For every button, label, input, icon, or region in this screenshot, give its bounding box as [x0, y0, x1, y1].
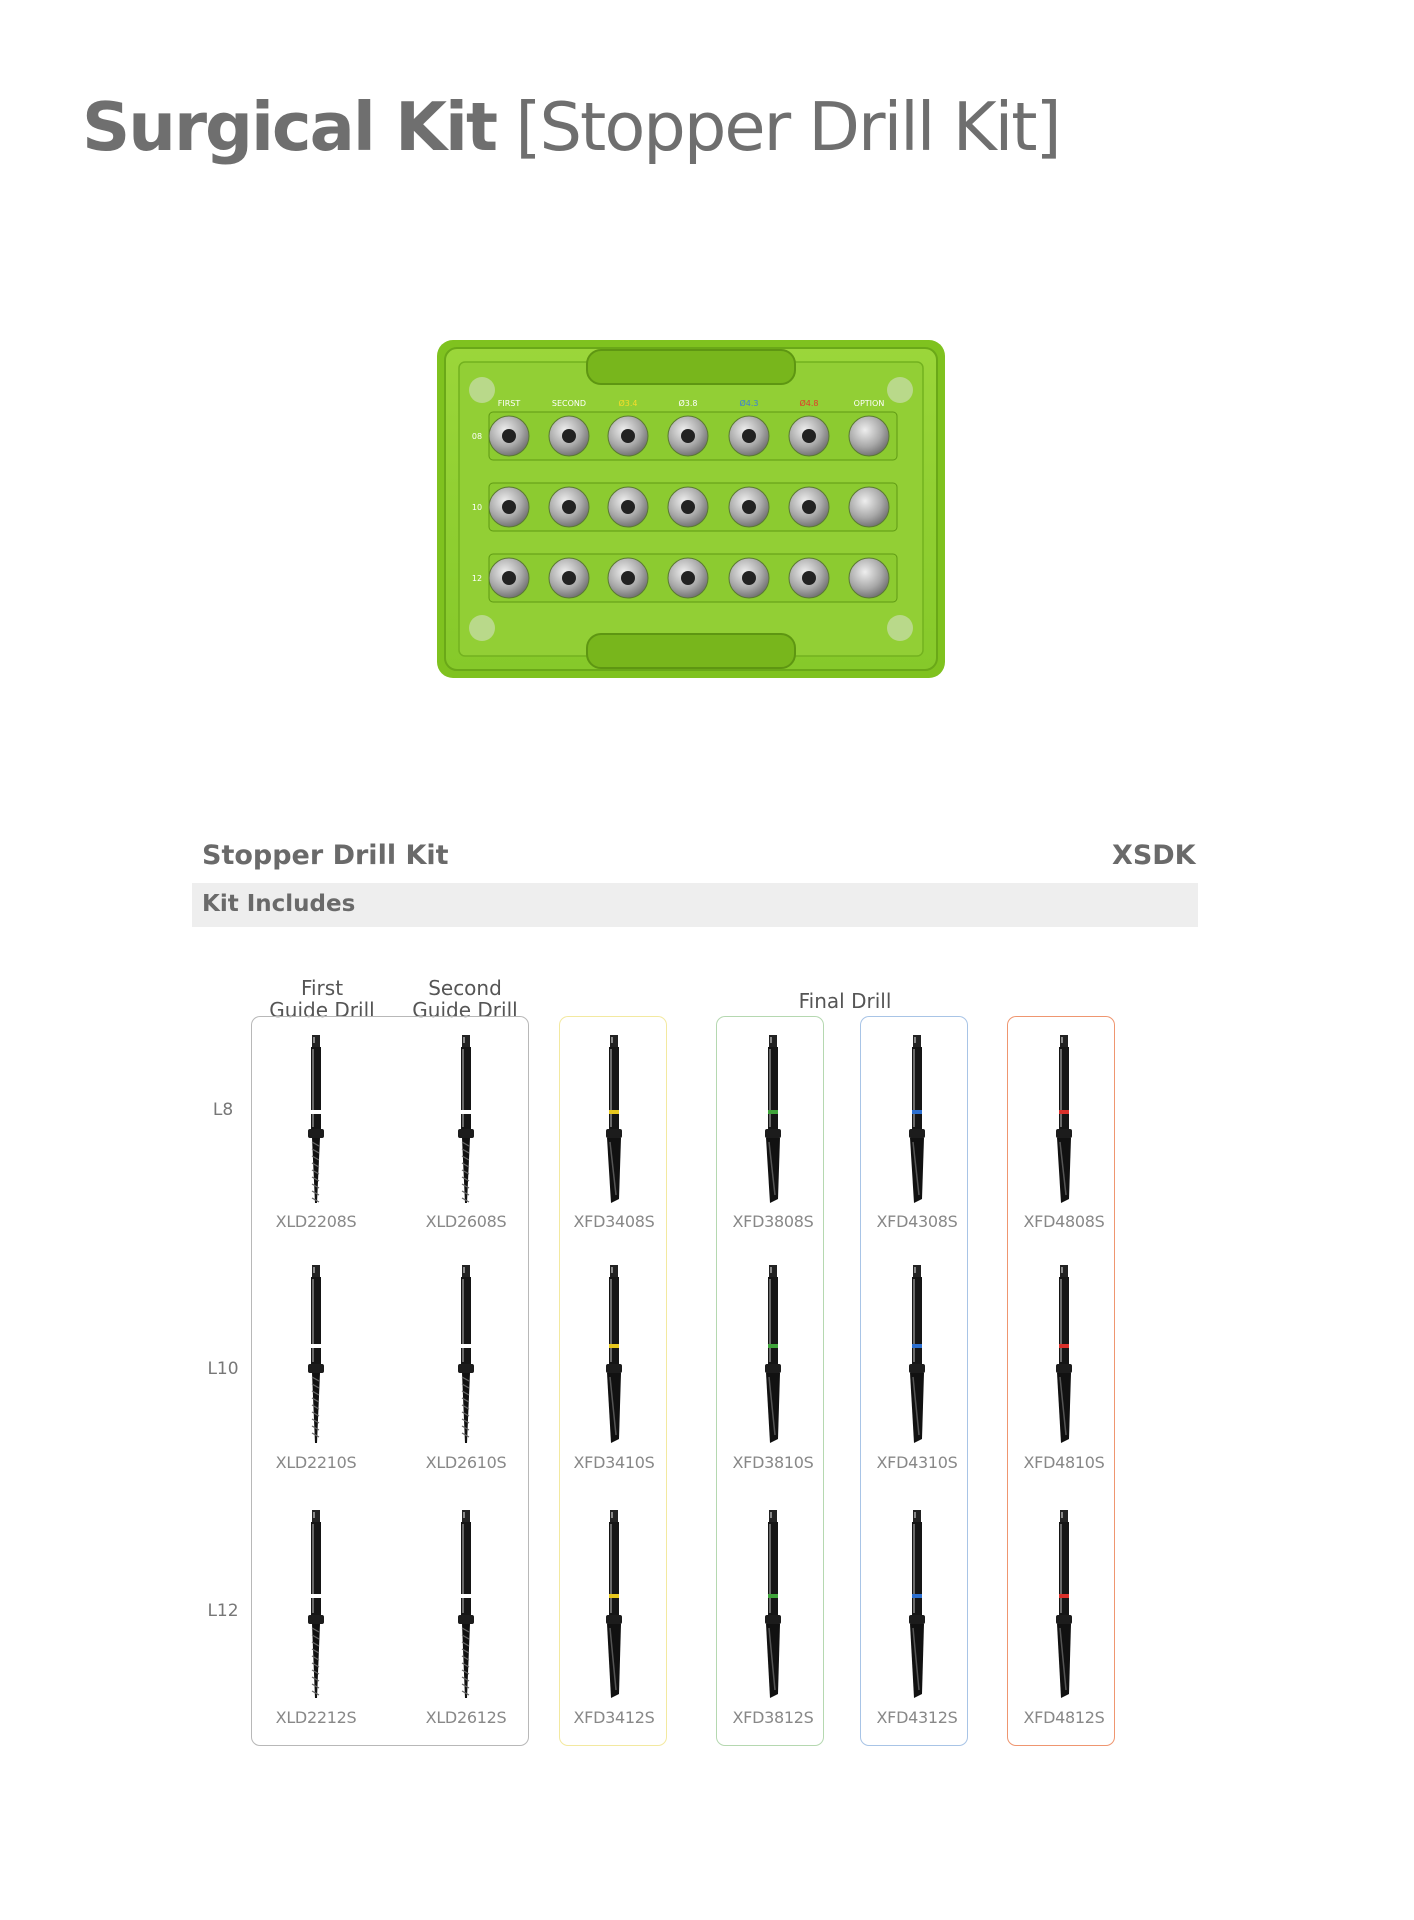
- drill-icon: [303, 1035, 329, 1205]
- tray-drill-holder: [849, 487, 889, 527]
- column-head-second: [405, 977, 525, 1021]
- drill-code: XFD4312S: [876, 1708, 958, 1727]
- tray-drill-head: [802, 429, 816, 443]
- tray-column-label: Ø3.8: [678, 399, 698, 408]
- drill-code: XFD4810S: [1023, 1453, 1105, 1472]
- drill-icon: [760, 1265, 786, 1445]
- drill-code: XLD2612S: [425, 1708, 507, 1727]
- drill-code: XFD3810S: [732, 1453, 814, 1472]
- drill-code: XFD4812S: [1023, 1708, 1105, 1727]
- page-title: [82, 88, 1060, 166]
- drill-code: XFD4808S: [1023, 1212, 1105, 1231]
- column-head-first-line2: Guide Drill: [269, 998, 375, 1022]
- tray-drill-head: [502, 500, 516, 514]
- drill-code: XLD2610S: [425, 1453, 507, 1472]
- drill-code: XFD3410S: [573, 1453, 655, 1472]
- tray-column-label: SECOND: [551, 399, 587, 408]
- tray-drill-holder: [849, 416, 889, 456]
- row-label-l10: L10: [207, 1359, 239, 1379]
- drill-icon: [303, 1265, 329, 1445]
- drill-code: XFD3808S: [732, 1212, 814, 1231]
- tray-drill-head: [681, 500, 695, 514]
- drill-icon: [601, 1035, 627, 1205]
- drill-code: XFD4310S: [876, 1453, 958, 1472]
- kit-includes-bar: [192, 883, 1198, 927]
- drill-code: XLD2212S: [275, 1708, 357, 1727]
- drill-code: XFD3412S: [573, 1708, 655, 1727]
- tray-drill-holder: [849, 558, 889, 598]
- kit-includes-label: Kit Includes: [202, 891, 356, 917]
- tray-drill-head: [562, 571, 576, 585]
- tray-drill-head: [802, 571, 816, 585]
- tray-drill-head: [621, 500, 635, 514]
- column-head-second-line2: Guide Drill: [412, 998, 518, 1022]
- drill-icon: [303, 1510, 329, 1700]
- tray-drill-head: [681, 429, 695, 443]
- drill-code: XFD3812S: [732, 1708, 814, 1727]
- drill-icon: [601, 1510, 627, 1700]
- drill-icon: [1051, 1265, 1077, 1445]
- row-label-l8: L8: [212, 1100, 234, 1120]
- drill-code: XLD2208S: [275, 1212, 357, 1231]
- tray-row-label: 08: [471, 432, 483, 441]
- surgical-kit-tray-image: [437, 340, 945, 678]
- drill-icon: [1051, 1035, 1077, 1205]
- drill-icon: [760, 1510, 786, 1700]
- title-light: [Stopper Drill Kit]: [515, 88, 1060, 166]
- title-bold: Surgical Kit: [82, 88, 497, 166]
- tray-row-label: 12: [471, 574, 483, 583]
- column-head-second-line1: Second: [428, 976, 502, 1000]
- column-head-first-line1: First: [300, 976, 344, 1000]
- tray-column-label: Ø4.8: [799, 399, 819, 408]
- tray-drill-head: [621, 571, 635, 585]
- drill-icon: [904, 1035, 930, 1205]
- tray-row-label: 10: [471, 503, 483, 512]
- tray-drill-head: [681, 571, 695, 585]
- column-head-first: [262, 977, 382, 1021]
- column-head-final: Final Drill: [798, 989, 892, 1013]
- drill-icon: [453, 1265, 479, 1445]
- kit-name: Stopper Drill Kit: [202, 840, 449, 871]
- tray-drill-head: [742, 429, 756, 443]
- tray-drill-head: [502, 429, 516, 443]
- tray-drill-head: [562, 500, 576, 514]
- tray-drill-head: [802, 500, 816, 514]
- drill-icon: [601, 1265, 627, 1445]
- drill-icon: [904, 1265, 930, 1445]
- kit-code: XSDK: [1112, 840, 1196, 871]
- drill-code: XFD3408S: [573, 1212, 655, 1231]
- drill-code: XLD2210S: [275, 1453, 357, 1472]
- tray-drill-head: [621, 429, 635, 443]
- drill-icon: [904, 1510, 930, 1700]
- tray-drill-head: [742, 500, 756, 514]
- drill-icon: [1051, 1510, 1077, 1700]
- tray-drill-head: [502, 571, 516, 585]
- drill-code: XLD2608S: [425, 1212, 507, 1231]
- tray-drill-head: [562, 429, 576, 443]
- tray-column-label: OPTION: [853, 399, 885, 408]
- tray-column-label: Ø4.3: [739, 399, 759, 408]
- guide-drill-group-box: [251, 1016, 529, 1746]
- drill-icon: [453, 1035, 479, 1205]
- drill-icon: [453, 1510, 479, 1700]
- drill-code: XFD4308S: [876, 1212, 958, 1231]
- drill-icon: [760, 1035, 786, 1205]
- tray-drill-head: [742, 571, 756, 585]
- tray-column-label: Ø3.4: [618, 399, 638, 408]
- tray-column-label: FIRST: [497, 399, 521, 408]
- row-label-l12: L12: [207, 1601, 239, 1621]
